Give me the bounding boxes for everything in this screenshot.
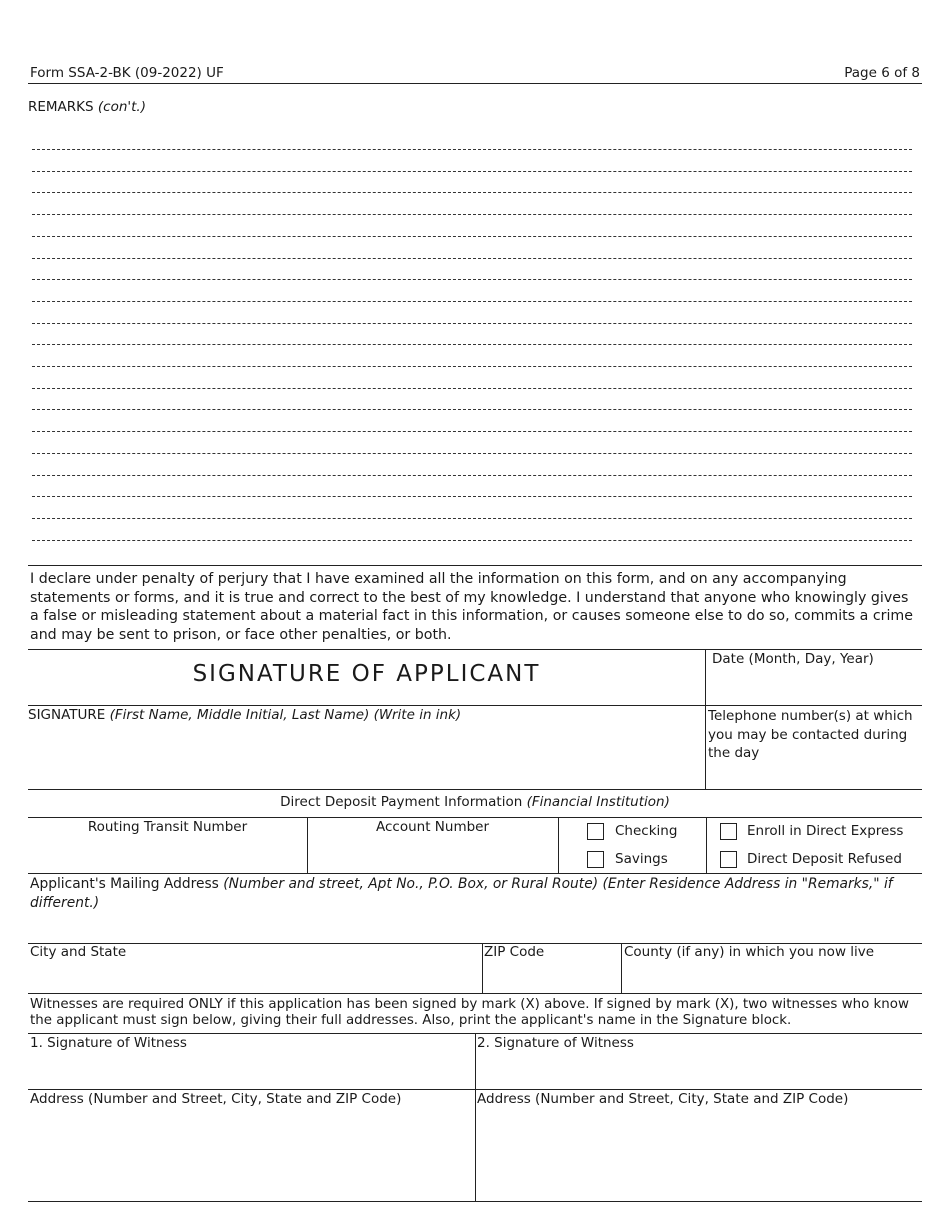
remarks-line[interactable] (32, 475, 912, 476)
remarks-line[interactable] (32, 496, 912, 497)
county-label: County (if any) in which you now live (624, 944, 875, 960)
remarks-line[interactable] (32, 214, 912, 215)
witness-note: Witnesses are required ONLY if this application has been signed by mark (X) above. If signed by mark (X), two witnesses who know the applicant must sign below, giving their full addresses. Also, print the applicant's name in the Signature block. (30, 997, 909, 1028)
routing-label: Routing Transit Number (87, 819, 248, 835)
witness1-address-label: Address (Number and Street, City, State and ZIP Code) (30, 1091, 402, 1107)
dd-heading-hint: (Financial Institution) (526, 794, 670, 810)
witness2-signature-field[interactable] (476, 1052, 922, 1088)
signature-label: SIGNATURE (28, 707, 106, 723)
dd-mid-rule (28, 817, 922, 818)
declaration-text: I declare under penalty of perjury that I have examined all the information on this form, and on any accompanying statements or forms, and it is true and correct to the best of my knowledge. I understand that anyone who knowingly gives a false or misleading statement about a material fact in this information, or causes someone else to do so, commits a crime and may be sent to prison, or face other penalties, or both. (30, 571, 913, 643)
mailing-address-label: Applicant's Mailing Address (30, 876, 219, 892)
witness2-address-field[interactable] (476, 1108, 922, 1200)
county-field[interactable] (622, 961, 922, 992)
witness-addr-rule (28, 1089, 922, 1090)
city-state-field[interactable] (28, 961, 481, 992)
witness1-label: 1. Signature of Witness (30, 1035, 187, 1051)
remarks-line[interactable] (32, 323, 912, 324)
mailing-address-hint: (Number and street, Apt No., P.O. Box, or Rural Route) (Enter Residence Address in "Remarks," if different.) (30, 876, 893, 911)
remarks-line[interactable] (32, 518, 912, 519)
page-number: Page 6 of 8 (844, 65, 920, 81)
remarks-line[interactable] (32, 344, 912, 345)
remarks-line[interactable] (32, 540, 912, 541)
remarks-cont: (con't.) (97, 99, 146, 115)
sig-top-rule (28, 649, 922, 650)
remarks-heading (28, 99, 146, 115)
enroll-direct-express-checkbox[interactable] (720, 823, 737, 840)
address-top-rule (28, 873, 922, 874)
signature-field[interactable] (28, 724, 704, 788)
dd-top-rule (28, 789, 922, 790)
enroll-direct-express-label: Enroll in Direct Express (747, 823, 904, 839)
routing-field[interactable] (28, 836, 306, 872)
witness1-address-field[interactable] (28, 1108, 474, 1200)
remarks-label: REMARKS (28, 99, 94, 115)
sig-mid-rule (28, 705, 922, 706)
city-state-label: City and State (30, 944, 127, 960)
mailing-address-field[interactable] (28, 912, 922, 942)
remarks-line[interactable] (32, 301, 912, 302)
date-field[interactable] (706, 668, 922, 704)
witness2-label: 2. Signature of Witness (477, 1035, 634, 1051)
declaration-top-rule (28, 565, 922, 566)
signature-label-row (28, 707, 461, 723)
remarks-line[interactable] (32, 236, 912, 237)
remarks-line[interactable] (32, 431, 912, 432)
dd-div-3 (706, 817, 707, 873)
account-field[interactable] (308, 836, 557, 872)
savings-checkbox[interactable] (587, 851, 604, 868)
remarks-line[interactable] (32, 409, 912, 410)
witness2-address-label: Address (Number and Street, City, State and ZIP Code) (477, 1091, 849, 1107)
checking-checkbox[interactable] (587, 823, 604, 840)
dd-heading (28, 794, 922, 810)
zip-label: ZIP Code (484, 944, 545, 960)
date-label: Date (Month, Day, Year) (712, 651, 874, 667)
mailing-address-label-row (30, 875, 920, 912)
remarks-line[interactable] (32, 171, 912, 172)
header-rule (28, 83, 922, 84)
remarks-line[interactable] (32, 192, 912, 193)
remarks-line[interactable] (32, 258, 912, 259)
dd-div-2 (558, 817, 559, 873)
dd-heading-label: Direct Deposit Payment Information (280, 794, 523, 810)
direct-deposit-refused-checkbox[interactable] (720, 851, 737, 868)
form-id: Form SSA-2-BK (09-2022) UF (30, 65, 224, 81)
zip-field[interactable] (483, 961, 620, 992)
remarks-line[interactable] (32, 279, 912, 280)
remarks-line[interactable] (32, 453, 912, 454)
remarks-line[interactable] (32, 388, 912, 389)
form-bottom-rule (28, 1201, 922, 1202)
signature-title: SIGNATURE OF APPLICANT (192, 661, 541, 687)
savings-label: Savings (615, 851, 668, 867)
signature-hint: (First Name, Middle Initial, Last Name) (Write in ink) (109, 707, 462, 723)
checking-label: Checking (615, 823, 678, 839)
remarks-line[interactable] (32, 149, 912, 150)
witness1-signature-field[interactable] (28, 1052, 474, 1088)
direct-deposit-refused-label: Direct Deposit Refused (747, 851, 902, 867)
remarks-line[interactable] (32, 366, 912, 367)
witness-top-rule (28, 993, 922, 994)
account-label: Account Number (375, 819, 490, 835)
telephone-label: Telephone number(s) at which you may be contacted during the day (708, 708, 913, 761)
